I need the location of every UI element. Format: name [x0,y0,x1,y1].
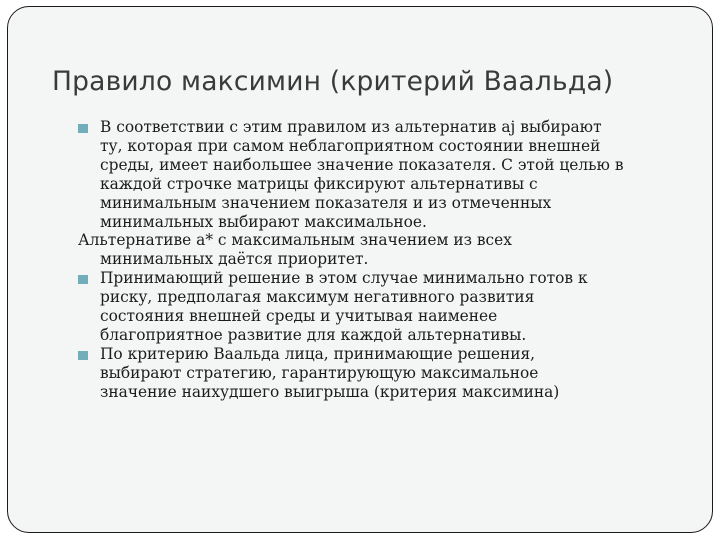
paragraph-line: Принимающий решение в этом случае минимально готов к [100,269,588,288]
bullet-icon [78,275,88,284]
slide-body [78,118,698,402]
paragraph-4 [78,345,698,402]
paragraph-line: ту, которая при самом неблагоприятном состоянии внешней [100,136,601,155]
paragraph-line: В соответствии с этим правилом из альтернатив aj выбирают [100,118,602,136]
paragraph-line: минимальных выбирают максимальное. [100,212,427,231]
bullet-icon [78,124,88,133]
paragraph-line: Альтернативе а* с максимальным значением из всех [78,231,512,250]
paragraph-line: значение наихудшего выигрыша (критерия максимина) [100,382,560,401]
paragraph-2 [78,231,698,269]
paragraph-line: среды, имеет наибольшее значение показателя. С этой целью в [100,155,624,174]
paragraph-line: каждой строчке матрицы фиксируют альтернативы с [100,174,538,193]
paragraph-line: риску, предполагая максимум негативного развития [100,288,535,307]
bullet-icon [78,351,88,360]
paragraph-line: благоприятное развитие для каждой альтернативы. [100,325,527,344]
paragraph-line: состояния внешней среды и учитывая наименее [100,307,498,326]
paragraph-line: минимальных даётся приоритет. [100,250,369,269]
paragraph-line: минимальным значением показателя и из отмеченных [100,193,552,212]
paragraph-3 [78,269,698,345]
paragraph-line: По критерию Ваальда лица, принимающие решения, [100,344,536,363]
paragraph-1 [78,118,698,231]
paragraph-line: выбирают стратегию, гарантирующую максимальное [100,363,539,382]
slide-title: Правило максимин (критерий Ваальда) [52,66,614,97]
